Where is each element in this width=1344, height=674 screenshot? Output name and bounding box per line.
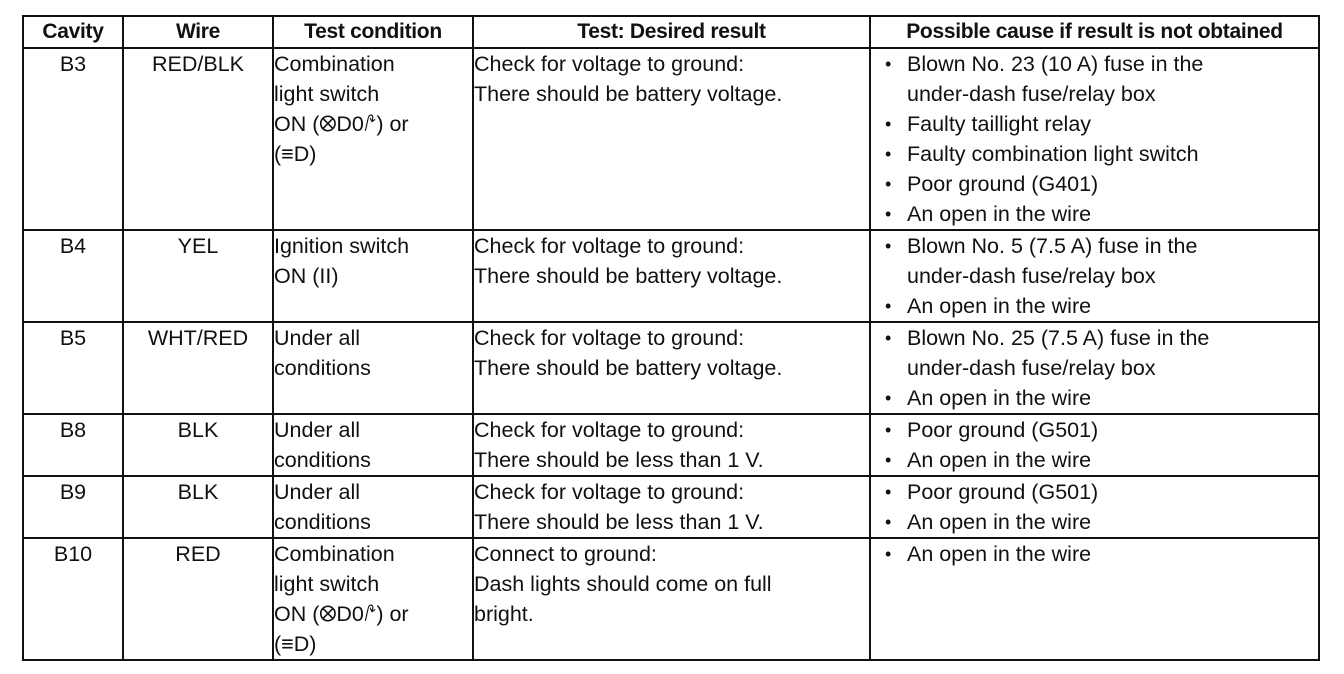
condition-line: Under all [274, 418, 361, 442]
cause-item [885, 383, 1318, 413]
cause-list [871, 231, 1318, 321]
condition-line: light switch [274, 572, 380, 596]
result-line: Check for voltage to ground: [474, 234, 745, 258]
condition-line: light switch [274, 82, 380, 106]
condition-line: ON (II) [274, 264, 339, 288]
condition-line: Under all [274, 480, 361, 504]
condition-line: ON (⭙D0⭚) or [274, 112, 409, 136]
desired-result-cell [473, 538, 870, 660]
cause-line: • An open in the wire [907, 448, 1092, 472]
cause-item [885, 169, 1318, 199]
cause-item [885, 49, 1318, 109]
test-condition-cell [273, 48, 473, 230]
possible-cause-cell [870, 414, 1319, 476]
condition-line: Under all [274, 326, 361, 350]
possible-cause-cell [870, 230, 1319, 322]
result-line: bright. [474, 602, 534, 626]
wire-cell: BLK [123, 414, 273, 476]
cause-line: under-dash fuse/relay box [907, 264, 1156, 288]
cause-item [885, 507, 1318, 537]
condition-line: (≡D) [274, 142, 317, 166]
condition-line: Combination [274, 52, 395, 76]
cause-line: • An open in the wire [907, 202, 1092, 226]
result-line: Check for voltage to ground: [474, 52, 745, 76]
cavity-cell: B3 [23, 48, 123, 230]
result-line: Connect to ground: [474, 542, 657, 566]
condition-line: (≡D) [274, 632, 317, 656]
desired-result-cell [473, 476, 870, 538]
wire-test-table [22, 15, 1320, 661]
cause-list [871, 415, 1318, 475]
wire-cell: RED/BLK [123, 48, 273, 230]
cause-item [885, 445, 1318, 475]
result-line: Check for voltage to ground: [474, 480, 745, 504]
test-condition-cell [273, 538, 473, 660]
cause-list [871, 49, 1318, 229]
desired-result-cell [473, 48, 870, 230]
possible-cause-cell [870, 48, 1319, 230]
wire-cell: BLK [123, 476, 273, 538]
test-condition-cell [273, 414, 473, 476]
cause-line: • An open in the wire [907, 294, 1092, 318]
header-possible-cause: Possible cause if result is not obtained [870, 16, 1319, 48]
result-line: There should be battery voltage. [474, 264, 783, 288]
test-condition-cell [273, 476, 473, 538]
result-line: Check for voltage to ground: [474, 326, 745, 350]
cause-line: • Faulty taillight relay [907, 112, 1092, 136]
cavity-cell: B5 [23, 322, 123, 414]
cause-line: • Blown No. 23 (10 A) fuse in the [907, 52, 1204, 76]
cavity-cell: B9 [23, 476, 123, 538]
condition-line: Combination [274, 542, 395, 566]
desired-result-cell [473, 322, 870, 414]
cause-item [885, 231, 1318, 291]
wire-cell: WHT/RED [123, 322, 273, 414]
result-line: Check for voltage to ground: [474, 418, 745, 442]
header-desired-result: Test: Desired result [473, 16, 870, 48]
table-row [23, 476, 1319, 538]
cause-line: • Faulty combination light switch [907, 142, 1199, 166]
cause-item [885, 199, 1318, 229]
result-line: There should be battery voltage. [474, 356, 783, 380]
cause-line: • An open in the wire [907, 510, 1092, 534]
condition-line: ON (⭙D0⭚) or [274, 602, 409, 626]
cavity-cell: B10 [23, 538, 123, 660]
table-row [23, 322, 1319, 414]
wire-cell: YEL [123, 230, 273, 322]
condition-line: conditions [274, 510, 371, 534]
header-cavity: Cavity [23, 16, 123, 48]
possible-cause-cell [870, 538, 1319, 660]
condition-line: Ignition switch [274, 234, 410, 258]
possible-cause-cell [870, 476, 1319, 538]
condition-line: conditions [274, 356, 371, 380]
header-wire: Wire [123, 16, 273, 48]
cause-item [885, 477, 1318, 507]
desired-result-cell [473, 230, 870, 322]
cause-item [885, 323, 1318, 383]
header-row [23, 16, 1319, 48]
cause-line: • Blown No. 25 (7.5 A) fuse in the [907, 326, 1210, 350]
table-row [23, 230, 1319, 322]
cause-item [885, 415, 1318, 445]
header-test-condition: Test condition [273, 16, 473, 48]
desired-result-cell [473, 414, 870, 476]
possible-cause-cell [870, 322, 1319, 414]
test-condition-cell [273, 322, 473, 414]
cause-item [885, 139, 1318, 169]
result-line: There should be less than 1 V. [474, 510, 764, 534]
cause-item [885, 291, 1318, 321]
cavity-cell: B8 [23, 414, 123, 476]
cause-list [871, 323, 1318, 413]
cause-list [871, 477, 1318, 537]
cause-line: • An open in the wire [907, 386, 1092, 410]
cause-line: • Poor ground (G501) [907, 480, 1099, 504]
cause-line: • Poor ground (G501) [907, 418, 1099, 442]
cause-line: under-dash fuse/relay box [907, 82, 1156, 106]
table-row [23, 538, 1319, 660]
cause-line: under-dash fuse/relay box [907, 356, 1156, 380]
wire-cell: RED [123, 538, 273, 660]
cause-line: • Poor ground (G401) [907, 172, 1099, 196]
test-condition-cell [273, 230, 473, 322]
cause-item [885, 539, 1318, 569]
cause-line: • An open in the wire [907, 542, 1092, 566]
result-line: There should be battery voltage. [474, 82, 783, 106]
cause-list [871, 539, 1318, 569]
result-line: There should be less than 1 V. [474, 448, 764, 472]
cavity-cell: B4 [23, 230, 123, 322]
result-line: Dash lights should come on full [474, 572, 772, 596]
condition-line: conditions [274, 448, 371, 472]
table-row [23, 48, 1319, 230]
table-row [23, 414, 1319, 476]
cause-line: • Blown No. 5 (7.5 A) fuse in the [907, 234, 1198, 258]
cause-item [885, 109, 1318, 139]
